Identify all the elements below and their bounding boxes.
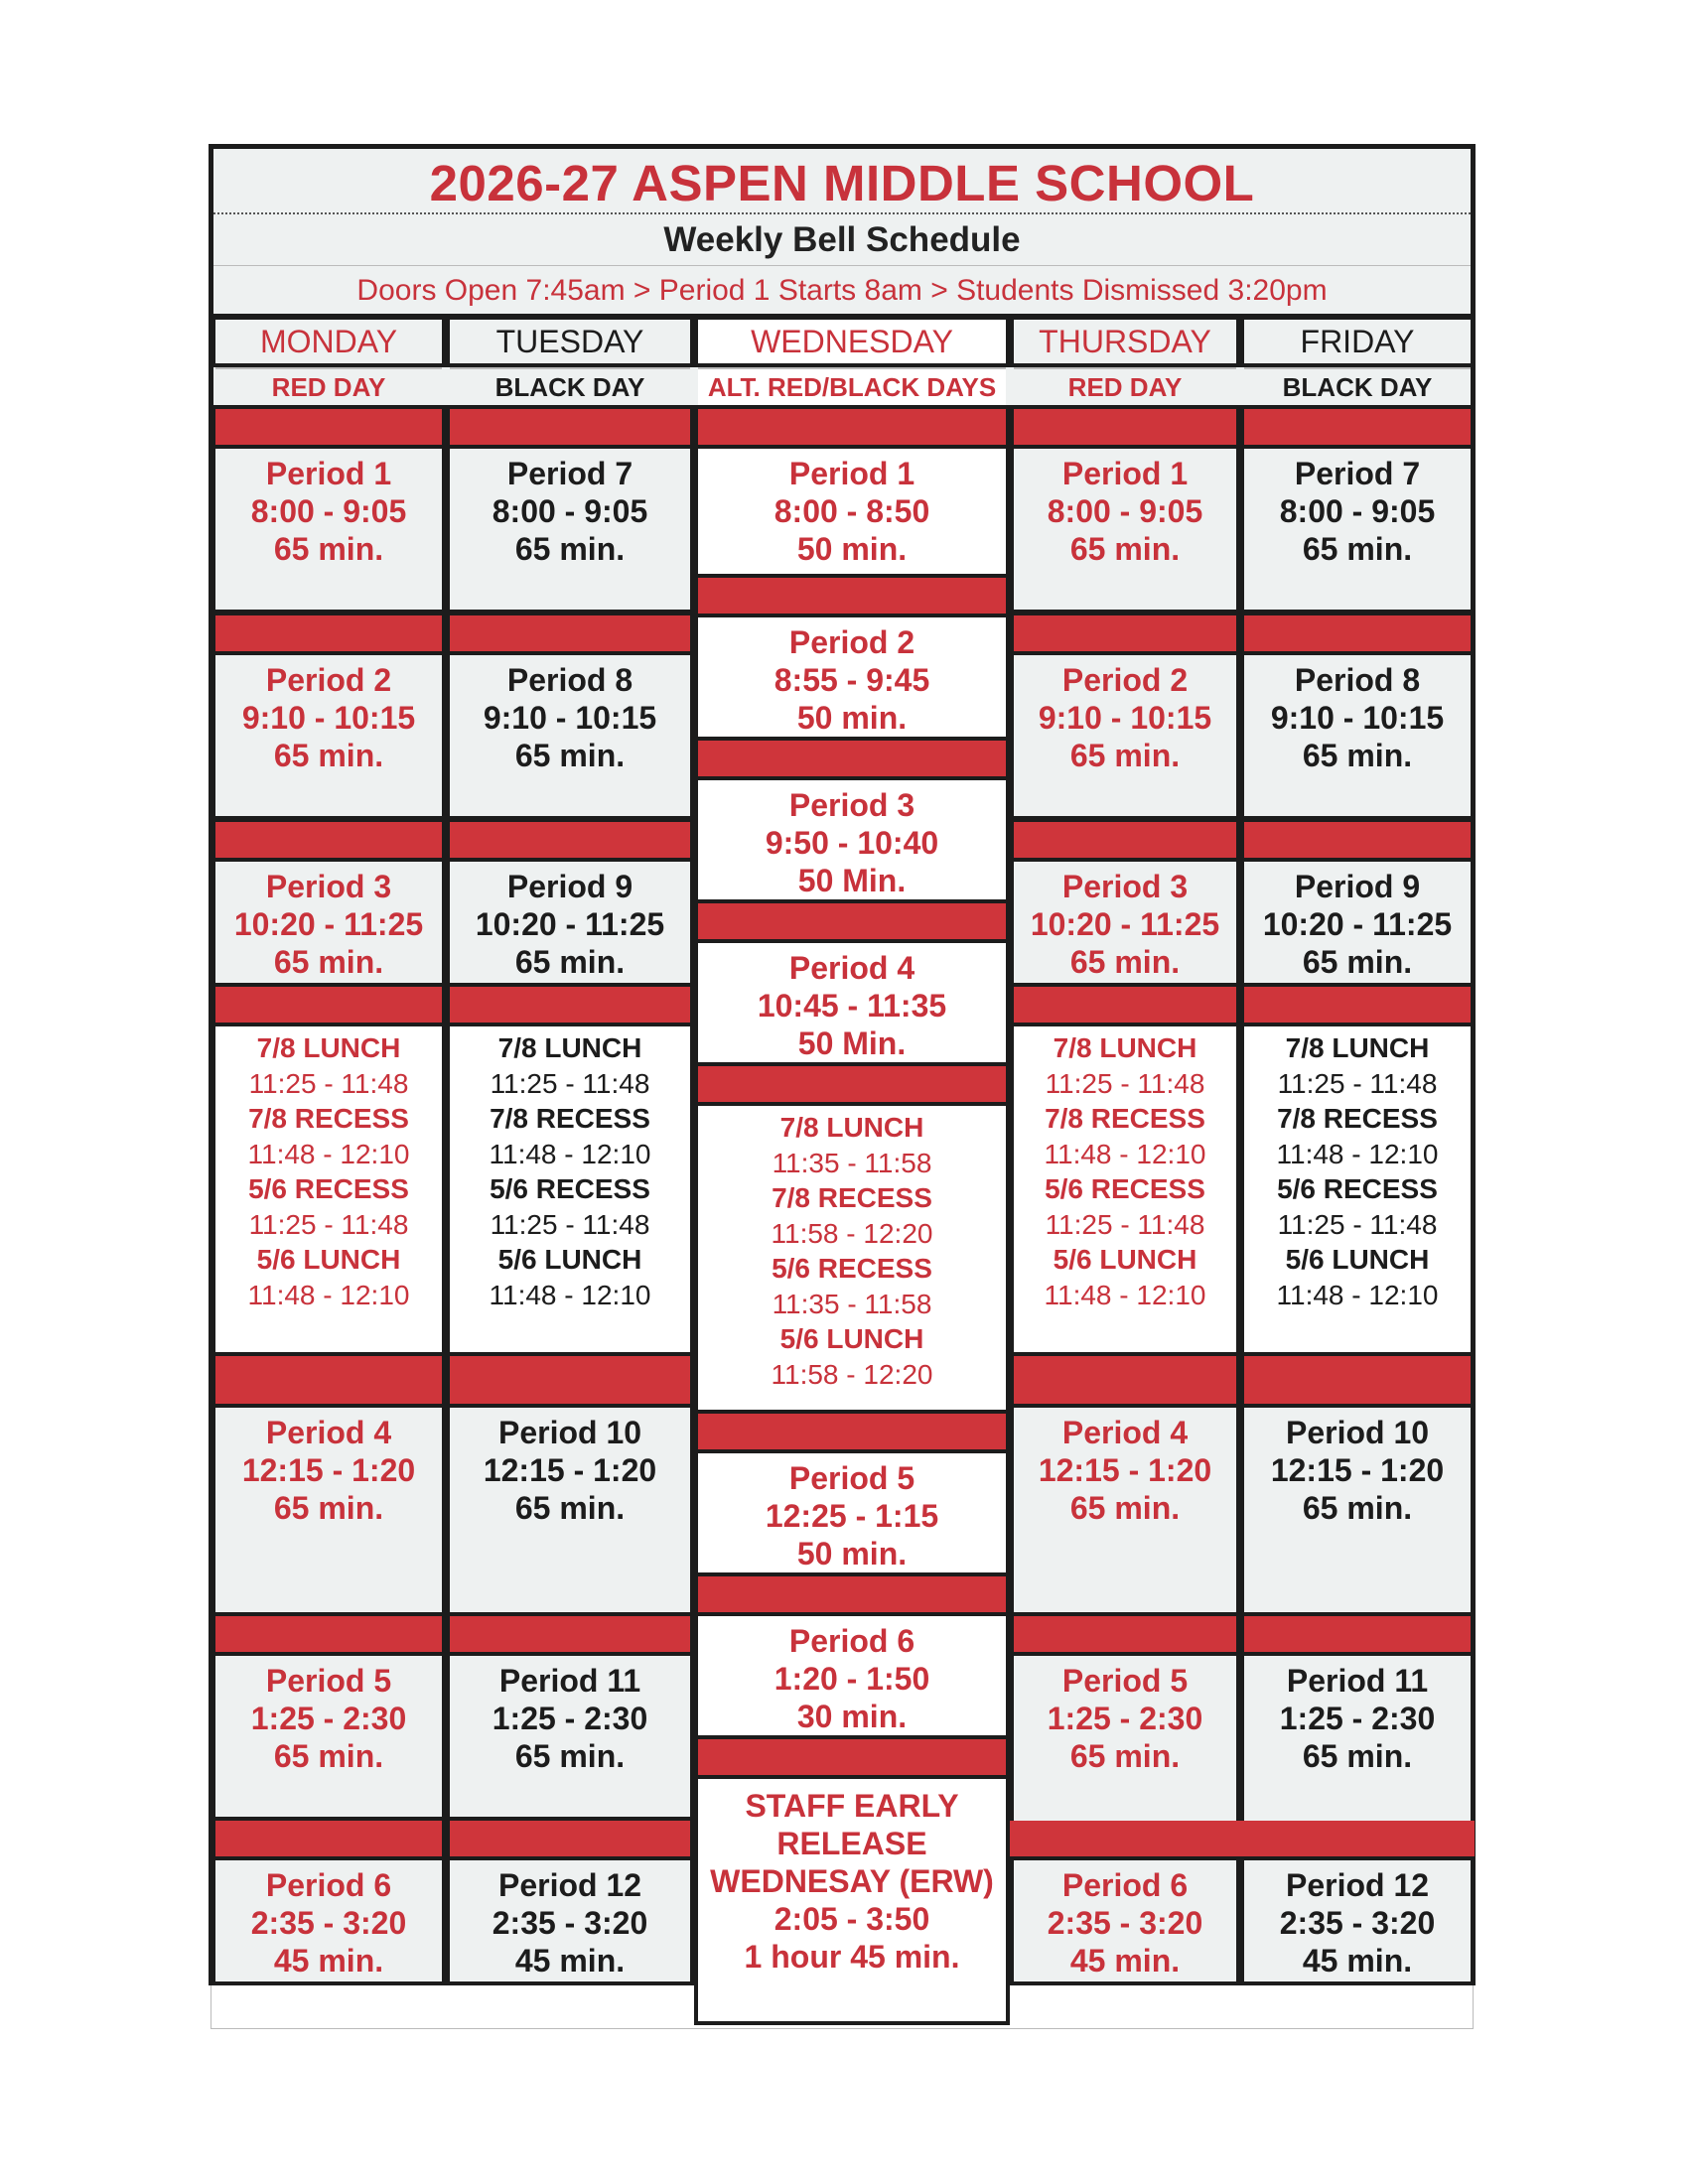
passing-bar [694,899,1010,943]
period-time: 2:35 - 3:20 [1279,1905,1436,1941]
monday-period-2 [211,651,446,820]
period-time: 8:00 - 8:50 [774,493,930,529]
period-label: Period 2 [265,662,392,698]
tuesday-period-11 [446,1652,694,1821]
period-label: Period 4 [1061,1415,1189,1450]
period-label: Period 4 [265,1415,392,1450]
period-duration: 65 min. [1069,1490,1181,1526]
period-duration: 65 min. [273,1738,384,1774]
period-duration: 65 min. [514,531,626,567]
period-duration: 65 min. [273,944,384,980]
period-duration: 65 min. [514,738,626,773]
monday-period-6 [211,1856,446,1985]
lunch-78-label: 7/8 LUNCH [497,1032,642,1063]
period-time: 10:20 - 11:25 [1262,906,1453,942]
period-duration: 65 min. [1302,1490,1413,1526]
period-duration: 65 min. [1302,944,1413,980]
passing-bar [1010,1821,1240,1860]
recess-78-time: 11:58 - 12:20 [771,1217,933,1249]
recess-78-label: 7/8 RECESS [772,1182,932,1213]
period-duration: 45 min. [1302,1943,1413,1979]
period-label: Period 1 [265,456,392,491]
erw-line-2: RELEASE [776,1826,927,1861]
passing-bar [1010,612,1240,655]
passing-bar [694,1062,1010,1106]
recess-78-label: 7/8 RECESS [1277,1103,1438,1134]
day-wednesday: WEDNESDAY [694,316,1010,367]
period-time: 10:45 - 11:35 [757,988,947,1024]
lunch-56-time: 11:48 - 12:10 [1276,1279,1439,1310]
lunch-78-time: 11:25 - 11:48 [1045,1067,1205,1099]
wednesday-period-1 [694,445,1010,578]
recess-78-time: 11:48 - 12:10 [1044,1138,1206,1169]
period-duration: 50 min. [796,531,908,567]
lunch-56-label: 5/6 LUNCH [1053,1244,1197,1275]
passing-bar [446,1612,694,1656]
wednesday-period-4 [694,939,1010,1066]
erw-line-3: WEDNESAY (ERW) [710,1863,994,1899]
passing-bar [446,405,694,449]
period-duration: 65 min. [1069,1738,1181,1774]
period-label: Period 10 [497,1415,642,1450]
passing-bar [1240,1821,1475,1860]
wednesday-period-3 [694,776,1010,903]
period-time: 9:10 - 10:15 [1038,700,1212,736]
period-duration: 50 min. [796,700,908,736]
period-time: 12:15 - 1:20 [241,1452,416,1488]
period-label: Period 2 [1061,662,1189,698]
period-label: Period 5 [1061,1663,1189,1699]
passing-bar [1010,818,1240,862]
recess-78-label: 7/8 RECESS [490,1103,650,1134]
period-label: Period 2 [788,624,915,660]
daytype-wednesday [698,367,1006,405]
period-label: Period 8 [1294,662,1421,698]
lunch-78-label: 7/8 LUNCH [779,1112,924,1143]
lunch-78-time: 11:25 - 11:48 [1277,1067,1438,1099]
period-time: 1:25 - 2:30 [1047,1701,1203,1736]
passing-bar [1010,983,1240,1026]
thursday-period-1 [1010,445,1240,614]
recess-78-time: 11:48 - 12:10 [247,1138,410,1169]
passing-bar [211,1817,446,1860]
passing-bar [1010,1612,1240,1656]
period-duration: 65 min. [1069,531,1181,567]
passing-bar [211,612,446,655]
tuesday-period-8 [446,651,694,820]
period-time: 1:25 - 2:30 [492,1701,648,1736]
period-duration: 65 min. [1069,944,1181,980]
day-monday: MONDAY [211,316,446,367]
period-label: Period 7 [506,456,633,491]
thursday-lunch [1010,1023,1240,1356]
period-time: 9:10 - 10:15 [1270,700,1445,736]
friday-period-8 [1240,651,1475,820]
lunch-78-label: 7/8 LUNCH [1285,1032,1430,1063]
period-time: 12:15 - 1:20 [1270,1452,1445,1488]
day-tuesday: TUESDAY [446,316,694,367]
period-label: Period 9 [1294,869,1421,904]
monday-period-4 [211,1404,446,1616]
period-duration: 65 min. [1302,738,1413,773]
friday-period-10 [1240,1404,1475,1616]
period-time: 1:20 - 1:50 [774,1661,930,1697]
period-time: 8:00 - 9:05 [1047,493,1203,529]
monday-lunch [211,1023,446,1356]
thursday-period-6 [1010,1856,1240,1985]
wednesday-period-5 [694,1449,1010,1576]
period-label: Period 3 [788,787,915,823]
period-time: 10:20 - 11:25 [475,906,665,942]
period-duration: 65 min. [273,1490,384,1526]
period-duration: 45 min. [273,1943,384,1979]
lunch-78-label: 7/8 LUNCH [1053,1032,1197,1063]
daytype-wednesday-red: ALT. RED/ [707,371,830,402]
recess-56-time: 11:25 - 11:48 [248,1208,409,1240]
period-duration: 65 min. [1302,1738,1413,1774]
passing-bar [1010,1352,1240,1408]
period-label: Period 6 [265,1867,392,1903]
thursday-period-3 [1010,858,1240,987]
passing-bar [1240,1612,1475,1656]
period-time: 9:10 - 10:15 [483,700,657,736]
period-duration: 30 min. [796,1699,908,1734]
daytype-tuesday: BLACK DAY [450,367,690,405]
recess-56-time: 11:25 - 11:48 [490,1208,650,1240]
staff-early-release-cell [694,1775,1010,2025]
passing-bar [211,405,446,449]
lunch-56-label: 5/6 LUNCH [256,1244,401,1275]
period-label: Period 5 [265,1663,392,1699]
period-label: Period 12 [497,1867,642,1903]
monday-period-5 [211,1652,446,1821]
wednesday-period-6 [694,1612,1010,1739]
recess-56-time: 11:25 - 11:48 [1277,1208,1438,1240]
period-label: Period 1 [788,456,915,491]
passing-bar [211,818,446,862]
period-time: 12:15 - 1:20 [483,1452,657,1488]
daytype-wednesday-black: BLACK DAYS [829,371,997,402]
lunch-78-time: 11:25 - 11:48 [248,1067,409,1099]
tuesday-period-10 [446,1404,694,1616]
passing-bar [694,574,1010,617]
passing-bar [1240,983,1475,1026]
passing-bar [211,1612,446,1656]
period-duration: 65 min. [514,944,626,980]
recess-56-time: 11:35 - 11:58 [772,1288,932,1319]
page-subtitle: Weekly Bell Schedule [213,214,1471,266]
period-duration: 50 Min. [797,863,907,898]
period-duration: 65 min. [1069,738,1181,773]
lunch-56-time: 11:58 - 12:20 [771,1358,933,1390]
passing-bar [694,1410,1010,1453]
period-label: Period 7 [1294,456,1421,491]
period-time: 8:00 - 9:05 [492,493,648,529]
passing-bar [446,1817,694,1860]
period-time: 2:35 - 3:20 [250,1905,407,1941]
recess-78-time: 11:48 - 12:10 [1276,1138,1439,1169]
tuesday-period-9 [446,858,694,987]
wednesday-period-2 [694,614,1010,741]
period-time: 1:25 - 2:30 [1279,1701,1436,1736]
period-duration: 65 min. [514,1490,626,1526]
period-label: Period 9 [506,869,633,904]
passing-bar [1240,612,1475,655]
daytype-friday: BLACK DAY [1244,367,1471,405]
daytype-thursday: RED DAY [1014,367,1236,405]
erw-time: 2:05 - 3:50 [774,1901,930,1937]
erw-duration: 1 hour 45 min. [744,1939,960,1975]
monday-period-3 [211,858,446,987]
passing-bar [446,612,694,655]
period-label: Period 12 [1285,1867,1430,1903]
period-label: Period 3 [1061,869,1189,904]
recess-56-label: 5/6 RECESS [1045,1173,1205,1204]
period-time: 10:20 - 11:25 [1030,906,1220,942]
erw-line-1: STAFF EARLY [745,1788,959,1824]
period-time: 2:35 - 3:20 [1047,1905,1203,1941]
period-duration: 45 min. [514,1943,626,1979]
friday-period-9 [1240,858,1475,987]
period-duration: 65 min. [1302,531,1413,567]
period-time: 1:25 - 2:30 [250,1701,407,1736]
period-time: 9:50 - 10:40 [765,825,939,861]
monday-period-1 [211,445,446,614]
tuesday-period-7 [446,445,694,614]
thursday-period-2 [1010,651,1240,820]
period-label: Period 5 [788,1460,915,1496]
day-thursday: THURSDAY [1010,316,1240,367]
period-time: 2:35 - 3:20 [492,1905,648,1941]
period-time: 8:00 - 9:05 [1279,493,1436,529]
period-time: 12:15 - 1:20 [1038,1452,1212,1488]
period-time: 12:25 - 1:15 [765,1498,939,1534]
recess-78-time: 11:48 - 12:10 [489,1138,651,1169]
friday-period-7 [1240,445,1475,614]
daytype-monday: RED DAY [215,367,442,405]
doors-open-line: Doors Open 7:45am > Period 1 Starts 8am > Students Dismissed 3:20pm [213,266,1471,316]
lunch-78-time: 11:35 - 11:58 [772,1147,932,1178]
recess-78-label: 7/8 RECESS [1045,1103,1205,1134]
period-duration: 65 min. [273,738,384,773]
period-label: Period 8 [506,662,633,698]
passing-bar [1010,405,1240,449]
period-time: 8:55 - 9:45 [774,662,930,698]
lunch-56-time: 11:48 - 12:10 [1044,1279,1206,1310]
period-label: Period 4 [788,950,915,986]
page-title: 2026-27 ASPEN MIDDLE SCHOOL [213,149,1471,214]
friday-lunch [1240,1023,1475,1356]
recess-78-label: 7/8 RECESS [248,1103,409,1134]
period-label: Period 10 [1285,1415,1430,1450]
lunch-56-time: 11:48 - 12:10 [247,1279,410,1310]
period-time: 8:00 - 9:05 [250,493,407,529]
day-friday: FRIDAY [1240,316,1475,367]
period-duration: 65 min. [273,531,384,567]
period-time: 10:20 - 11:25 [233,906,424,942]
recess-56-label: 5/6 RECESS [772,1253,932,1284]
passing-bar [694,737,1010,780]
passing-bar [1240,405,1475,449]
recess-56-label: 5/6 RECESS [490,1173,650,1204]
period-time: 9:10 - 10:15 [241,700,416,736]
period-label: Period 3 [265,869,392,904]
period-label: Period 6 [1061,1867,1189,1903]
passing-bar [446,983,694,1026]
lunch-56-label: 5/6 LUNCH [1285,1244,1430,1275]
lunch-56-label: 5/6 LUNCH [779,1323,924,1354]
friday-period-12 [1240,1856,1475,1985]
period-label: Period 11 [498,1663,641,1699]
passing-bar [446,1352,694,1408]
friday-period-11 [1240,1652,1475,1825]
period-duration: 50 min. [796,1536,908,1571]
thursday-period-4 [1010,1404,1240,1616]
passing-bar [694,1572,1010,1616]
wednesday-lunch [694,1102,1010,1435]
passing-bar [446,818,694,862]
period-label: Period 6 [788,1623,915,1659]
period-label: Period 1 [1061,456,1189,491]
passing-bar [694,405,1010,449]
lunch-78-time: 11:25 - 11:48 [490,1067,650,1099]
passing-bar [694,1735,1010,1779]
lunch-78-label: 7/8 LUNCH [256,1032,401,1063]
recess-56-label: 5/6 RECESS [1277,1173,1438,1204]
period-duration: 45 min. [1069,1943,1181,1979]
period-duration: 65 min. [514,1738,626,1774]
tuesday-period-12 [446,1856,694,1985]
recess-56-label: 5/6 RECESS [248,1173,409,1204]
passing-bar [1240,818,1475,862]
passing-bar [1240,1352,1475,1408]
period-label: Period 11 [1286,1663,1429,1699]
passing-bar [211,983,446,1026]
tuesday-lunch [446,1023,694,1356]
recess-56-time: 11:25 - 11:48 [1045,1208,1205,1240]
lunch-56-time: 11:48 - 12:10 [489,1279,651,1310]
passing-bar [211,1352,446,1408]
lunch-56-label: 5/6 LUNCH [497,1244,642,1275]
period-duration: 50 Min. [797,1025,907,1061]
thursday-period-5 [1010,1652,1240,1825]
